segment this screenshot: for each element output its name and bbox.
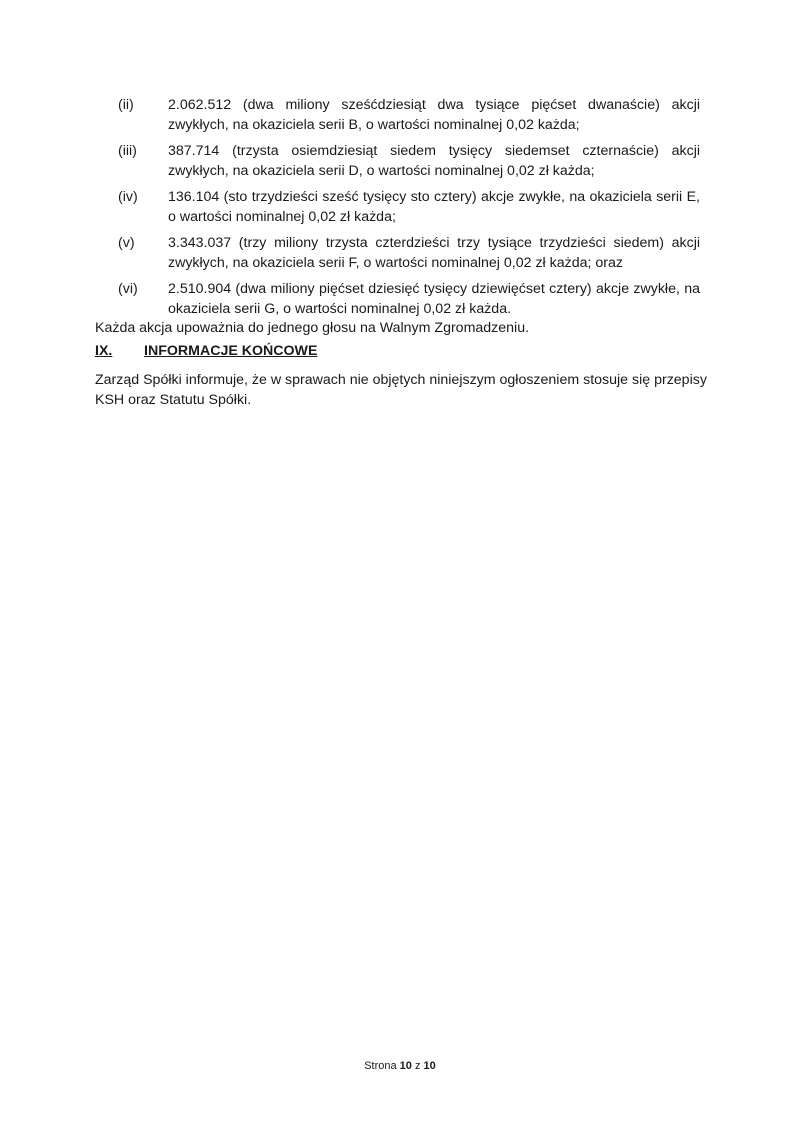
footer-separator: z (414, 1060, 421, 1072)
section-title: INFORMACJE KOŃCOWE (144, 343, 318, 359)
list-item-text: 387.714 (trzysta osiemdziesiąt siedem tysięcy siedemset czternaście) akcji zwykłych, na okaziciela serii D, o wartości nominalnej 0,02 zł każda; (168, 143, 700, 179)
list-item (118, 233, 700, 273)
voting-note: Każda akcja upoważnia do jednego głosu na Walnym Zgromadzeniu. (95, 320, 530, 336)
list-item (118, 187, 700, 227)
list-item-number: (ii) (118, 97, 134, 113)
list-item-number: (v) (118, 235, 135, 251)
footer-current-page: 10 (399, 1060, 412, 1072)
list-item (118, 141, 700, 181)
share-series-list (118, 95, 700, 325)
list-item-text: 136.104 (sto trzydzieści sześć tysięcy sto cztery) akcje zwykłe, na okaziciela serii E, o wartości nominalnej 0,02 zł każda; (168, 189, 700, 225)
list-item (118, 95, 700, 135)
footer-total-pages: 10 (423, 1060, 436, 1072)
list-item-number: (iii) (118, 143, 137, 159)
list-item-number: (vi) (118, 281, 138, 297)
page-footer (0, 1060, 800, 1072)
list-item (118, 279, 700, 319)
section-heading (95, 343, 317, 359)
list-item-number: (iv) (118, 189, 138, 205)
list-item-text: 2.062.512 (dwa miliony sześćdziesiąt dwa tysiące pięćset dwanaście) akcji zwykłych, na okaziciela serii B, o wartości nominalnej 0,02 każda; (168, 97, 700, 133)
list-item-text: 3.343.037 (trzy miliony trzysta czterdzieści trzy tysiące trzydzieści siedem) akcji zwykłych, na okaziciela serii F, o wartości nominalnej 0,02 zł każda; oraz (168, 235, 700, 271)
list-item-text: 2.510.904 (dwa miliony pięćset dziesięć tysięcy dziewięćset cztery) akcje zwykłe, na okaziciela serii G, o wartości nominalnej 0,02 zł każda. (168, 281, 700, 317)
closing-paragraph: Zarząd Spółki informuje, że w sprawach nie objętych niniejszym ogłoszeniem stosuje się przepisy KSH oraz Statutu Spółki. (95, 372, 707, 408)
section-number: IX. (95, 343, 113, 359)
footer-prefix: Strona (364, 1060, 397, 1072)
